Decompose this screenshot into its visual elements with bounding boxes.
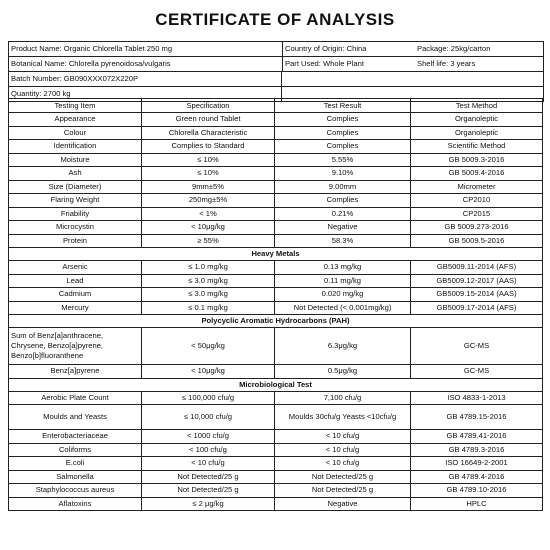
quantity: Quantity: 2700 kg [11,89,71,98]
cell-test-method: GB5009.12-2017 (AAS) [411,274,543,288]
cell-test-result: 9.00mm [275,180,411,194]
section-title: Polycyclic Aromatic Hydrocarbons (PAH) [9,315,543,328]
cell-specification: Chlorella Characteristic [142,126,275,140]
cell-specification: Green round Tablet [142,113,275,127]
cell-specification: 250mg±5% [142,194,275,208]
header-row [9,57,543,72]
cell-test-result: 7,100 cfu/g [275,391,411,405]
cell-testing-item: Moulds and Yeasts [9,405,142,430]
cell-test-method: GB 4789.41-2016 [411,430,543,444]
table-row [9,497,543,511]
cell-testing-item: Protein [9,234,142,248]
cell-specification: Complies to Standard [142,140,275,154]
section-header-row [9,315,543,328]
analysis-table [8,98,543,511]
cell-test-method: GB5009.17-2014 (AFS) [411,301,543,315]
cell-test-result: Negative [275,221,411,235]
table-row [9,405,543,430]
cell-specification: ≤ 3.0 mg/kg [142,288,275,302]
cell-specification: < 10μg/kg [142,365,275,379]
cell-testing-item: Sum of Benz[a]anthracene, Chrysene, Benzo[a]pyrene, Benzo[b]fluoranthene [9,328,142,365]
cell-test-result: Moulds 30cfu/g Yeasts <10cfu/g [275,405,411,430]
cell-test-method: Micrometer [411,180,543,194]
cell-testing-item: Microcystin [9,221,142,235]
cell-test-method: Scientific Method [411,140,543,154]
cell-testing-item: Moisture [9,153,142,167]
cell-test-result: Complies [275,126,411,140]
cell-specification: ≤ 3.0 mg/kg [142,274,275,288]
cell-testing-item: Appearance [9,113,142,127]
cell-test-method: GB 4789.10-2016 [411,484,543,498]
col-test-result: Test Result [275,99,411,113]
section-title: Heavy Metals [9,248,543,261]
cell-test-result: 9.10% [275,167,411,181]
cell-testing-item: Benz[a]pyrene [9,365,142,379]
cell-test-result: 0.13 mg/kg [275,261,411,275]
table-row [9,470,543,484]
cell-test-result: 0.21% [275,207,411,221]
cell-test-result: Not Detected (< 0.001mg/kg) [275,301,411,315]
table-row [9,113,543,127]
table-row [9,288,543,302]
cell-test-result: < 10 cfu/g [275,430,411,444]
cell-testing-item: Enterobacteriaceae [9,430,142,444]
table-row [9,207,543,221]
cell-specification: ≥ 55% [142,234,275,248]
cell-test-method: GB5009.15-2014 (AAS) [411,288,543,302]
section-header-row [9,378,543,391]
cell-specification: Not Detected/25 g [142,484,275,498]
cell-specification: < 10μg/kg [142,221,275,235]
cell-testing-item: Size (Diameter) [9,180,142,194]
col-test-method: Test Method [411,99,543,113]
botanical-name: Botanical Name: Chlorella pyrenoidosa/vulgaris [11,59,171,68]
cell-testing-item: Staphylococcus aureus [9,484,142,498]
cell-test-method: Organoleptic [411,126,543,140]
cell-test-result: Complies [275,194,411,208]
header-row [9,42,543,57]
table-row [9,126,543,140]
cell-test-result: Not Detected/25 g [275,470,411,484]
table-row [9,221,543,235]
cell-specification: ≤ 10% [142,153,275,167]
table-row [9,180,543,194]
table-row [9,365,543,379]
header-row [9,72,543,87]
cell-test-result: 5.55% [275,153,411,167]
cell-testing-item: Coliforms [9,443,142,457]
table-row [9,430,543,444]
cell-test-result: Not Detected/25 g [275,484,411,498]
cell-test-result: Complies [275,140,411,154]
cell-test-method: GB 5009.5-2016 [411,234,543,248]
cell-testing-item: Identification [9,140,142,154]
cell-test-method: GB5009.11-2014 (AFS) [411,261,543,275]
empty-cell [281,72,543,86]
section-header-row [9,248,543,261]
cell-specification: ≤ 1.0 mg/kg [142,261,275,275]
cell-testing-item: Cadmium [9,288,142,302]
table-row [9,328,543,365]
col-testing-item: Testing Item [9,99,142,113]
cell-test-method: CP2010 [411,194,543,208]
cell-specification: < 50μg/kg [142,328,275,365]
cell-testing-item: E.coli [9,457,142,471]
table-row [9,261,543,275]
cell-test-method: GC-MS [411,328,543,365]
cell-specification: ≤ 2 μg/kg [142,497,275,511]
cell-test-method: GB 4789.15-2016 [411,405,543,430]
country-of-origin: Country of Origin: China [282,42,415,56]
cell-test-method: CP2015 [411,207,543,221]
column-header-row [9,99,543,113]
cell-test-method: GB 5009.273-2016 [411,221,543,235]
cell-specification: ≤ 10% [142,167,275,181]
cell-testing-item: Friability [9,207,142,221]
cell-testing-item: Lead [9,274,142,288]
table-row [9,484,543,498]
cell-test-method: HPLC [411,497,543,511]
cell-testing-item: Flaring Weight [9,194,142,208]
table-row [9,194,543,208]
table-row [9,391,543,405]
cell-test-method: GB 4789.3-2016 [411,443,543,457]
table-row [9,274,543,288]
cell-testing-item: Ash [9,167,142,181]
cell-specification: < 100 cfu/g [142,443,275,457]
cell-testing-item: Salmonella [9,470,142,484]
package: Package: 25kg/carton [417,44,491,53]
product-info-header [8,41,544,102]
document-title: CERTIFICATE OF ANALYSIS [155,10,395,29]
cell-specification: < 1% [142,207,275,221]
cell-specification: 9mm±5% [142,180,275,194]
cell-specification: ≤ 10,000 cfu/g [142,405,275,430]
cell-test-method: Organoleptic [411,113,543,127]
cell-test-method: ISO 4833-1-2013 [411,391,543,405]
table-row [9,167,543,181]
shelf-life: Shelf life: 3 years [417,59,476,68]
cell-specification: < 10 cfu/g [142,457,275,471]
table-row [9,457,543,471]
cell-testing-item: Aerobic Plate Count [9,391,142,405]
cell-test-result: 58.3% [275,234,411,248]
cell-test-result: 6.3μg/kg [275,328,411,365]
cell-test-method: GB 5009.3-2016 [411,153,543,167]
cell-testing-item: Colour [9,126,142,140]
cell-test-result: < 10 cfu/g [275,443,411,457]
batch-number: Batch Number: GB090XXX072X220P [11,74,139,83]
table-row [9,301,543,315]
cell-test-result: 0.5μg/kg [275,365,411,379]
cell-test-method: GB 5009.4-2016 [411,167,543,181]
cell-testing-item: Aflatoxins [9,497,142,511]
table-body [9,113,543,511]
section-title: Microbiological Test [9,378,543,391]
table-row [9,153,543,167]
cell-specification: < 1000 cfu/g [142,430,275,444]
cell-test-method: GB 4789.4-2016 [411,470,543,484]
cell-testing-item: Mercury [9,301,142,315]
part-used: Part Used: Whole Plant [282,57,415,71]
cell-specification: Not Detected/25 g [142,470,275,484]
cell-test-method: GC-MS [411,365,543,379]
cell-test-result: 0.11 mg/kg [275,274,411,288]
table-row [9,140,543,154]
cell-test-result: Negative [275,497,411,511]
product-name: Product Name: Organic Chlorella Tablet 250 mg [11,44,173,53]
cell-test-result: < 10 cfu/g [275,457,411,471]
cell-specification: ≤ 100,000 cfu/g [142,391,275,405]
cell-specification: ≤ 0.1 mg/kg [142,301,275,315]
col-specification: Specification [142,99,275,113]
cell-testing-item: Arsenic [9,261,142,275]
cell-test-method: ISO 16649-2-2001 [411,457,543,471]
cell-test-result: 0.020 mg/kg [275,288,411,302]
table-row [9,443,543,457]
table-row [9,234,543,248]
cell-test-result: Complies [275,113,411,127]
